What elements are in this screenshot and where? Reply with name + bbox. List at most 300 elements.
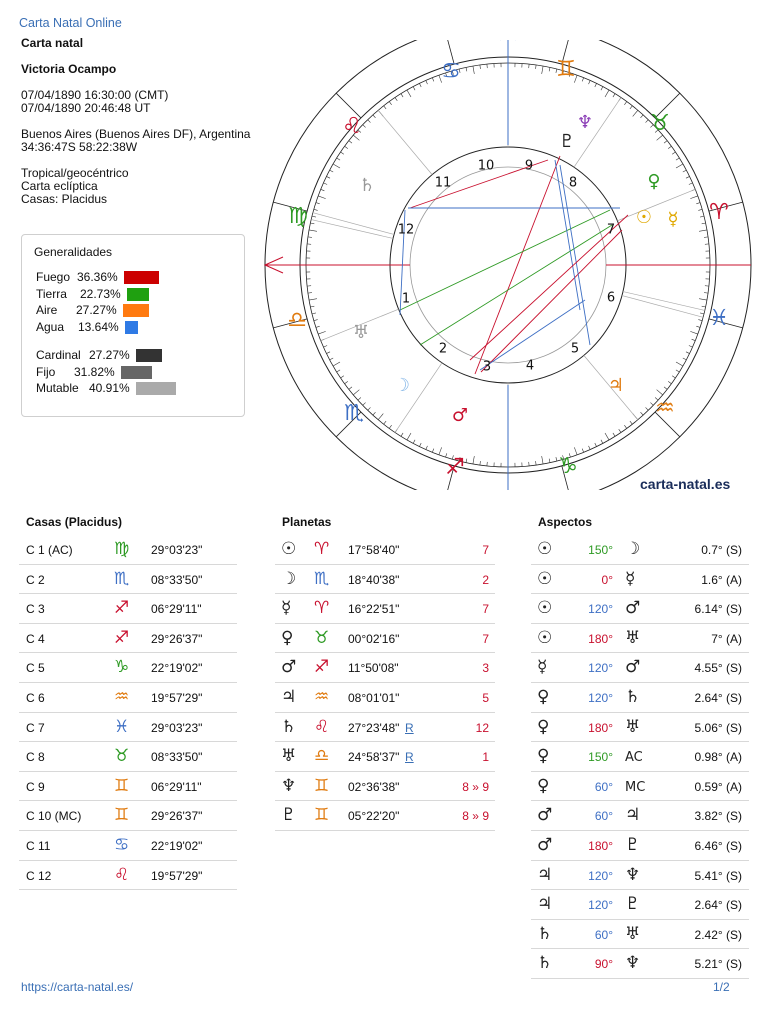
modalities-percent: 40.91% [89, 381, 130, 395]
aspect-orb: 5.41° (S) [694, 868, 742, 883]
degree-tick [330, 170, 334, 172]
degree-tick [613, 94, 615, 97]
house-number: 3 [482, 359, 492, 375]
chart-info [21, 37, 281, 206]
birth-date-local: 07/04/1890 16:30:00 (CMT) [21, 88, 169, 102]
aspect-row [531, 742, 749, 772]
aspect-row [531, 920, 749, 950]
degree-tick [549, 67, 550, 71]
aspect-angle: 120° [588, 898, 613, 913]
zodiac-sign-icon: ♊ [314, 805, 330, 826]
degree-tick [589, 446, 591, 450]
planet-icon: ♄ [358, 175, 376, 196]
degree-tick [582, 78, 583, 82]
house-name: C 7 [26, 720, 45, 735]
aspect-target: ♆ [625, 864, 641, 885]
degree-tick [439, 447, 442, 455]
planets-title: Planetas [282, 515, 332, 529]
degree-tick [473, 456, 474, 464]
modalities-label: Cardinal [36, 348, 81, 362]
aspect-row [531, 949, 749, 979]
aspects-title: Aspectos [538, 515, 593, 529]
elements-label: Agua [36, 319, 65, 334]
degree-tick [432, 449, 433, 453]
elements-label: Fuego [36, 270, 71, 284]
aspect-angle: 150° [588, 543, 613, 557]
planet-row [275, 653, 495, 683]
degree-tick [466, 459, 467, 463]
zodiac-sign-icon: ♎ [314, 746, 330, 767]
elements-label: Tierra [36, 286, 67, 301]
house-position: 29°03'23" [151, 543, 203, 557]
elements-bar [125, 321, 138, 334]
house-position: 06°29'11" [151, 602, 202, 617]
degree-tick [601, 440, 603, 444]
planet-icon: ☉ [635, 207, 653, 228]
degree-tick [668, 381, 671, 383]
aspect-orb: 2.64° (S) [694, 690, 742, 705]
planet-position: 00°02'16" [348, 631, 400, 646]
elements-percent: 22.73% [80, 286, 121, 301]
degree-tick [690, 331, 698, 334]
aspect-row [531, 535, 749, 565]
degree-tick [341, 152, 344, 154]
aspect-row [531, 713, 749, 743]
degree-tick [419, 83, 421, 87]
planet-position: 11°50'08" [348, 661, 399, 676]
modalities-percent: 31.82% [74, 364, 115, 379]
planet-position: 24°58'37" [348, 750, 400, 765]
aspect-orb: 0.7° (S) [701, 543, 742, 557]
degree-tick [384, 106, 386, 109]
planet-house: 5 [482, 690, 489, 705]
house-position: 08°33'50" [151, 750, 203, 765]
degree-tick [619, 429, 621, 432]
zodiac-sign-icon: ♌ [114, 864, 130, 885]
degree-tick [672, 152, 675, 154]
planet-icon: ♃ [607, 375, 625, 396]
planet-house: 1 [482, 750, 489, 765]
zodiac-sign-icon: ♏ [314, 568, 330, 589]
aspect-row [531, 653, 749, 683]
zodiac-sign-icon: ♐ [314, 657, 330, 678]
retrograde-mark[interactable]: R [405, 720, 414, 735]
modalities-label: Mutable [36, 381, 79, 395]
planet-icon: ☉ [281, 539, 297, 559]
planets-table [275, 535, 495, 831]
house-name: C 3 [26, 602, 45, 617]
aspect-target: ♃ [625, 805, 641, 826]
degree-tick [358, 397, 361, 400]
degree-tick [480, 65, 481, 69]
degree-tick [413, 440, 415, 444]
aspect-target: ♅ [625, 923, 641, 944]
house-cusp [378, 110, 432, 174]
degree-tick [312, 216, 316, 217]
degree-tick [605, 90, 609, 97]
site-link[interactable]: Carta Natal Online [19, 16, 122, 30]
planet-row [275, 535, 495, 565]
zodiac-sign-icon: ♒ [114, 686, 130, 707]
aspect-orb: 0.59° (A) [694, 779, 742, 794]
house-number: 7 [606, 222, 616, 238]
planet-row [275, 772, 495, 802]
zodiac-sign-icon: ♍ [288, 204, 308, 229]
degree-tick [668, 146, 671, 148]
degree-tick [345, 146, 348, 148]
planet-house: 7 [482, 602, 489, 617]
degree-tick [401, 94, 403, 97]
house-number: 5 [570, 341, 580, 357]
degree-tick [650, 403, 653, 406]
degree-tick [704, 237, 708, 238]
planet-icon: ♀ [537, 716, 550, 737]
houses-table [19, 535, 237, 890]
aspect-target: ☽ [625, 539, 641, 559]
house-name: C 2 [26, 572, 45, 587]
planet-position: 17°58'40" [348, 543, 400, 557]
degree-tick [689, 183, 693, 185]
aspect-row [531, 801, 749, 831]
aspect-line [420, 225, 612, 345]
planet-icon: ♀ [537, 775, 550, 796]
natal-chart-wheel [264, 40, 752, 490]
zodiac-sign-icon: ♋ [114, 834, 130, 855]
degree-tick [542, 66, 543, 74]
zodiac-sign-icon: ♎ [287, 308, 307, 333]
aspect-orb: 0.98° (A) [694, 750, 742, 765]
house-row [19, 535, 237, 565]
degree-tick [308, 237, 312, 238]
zodiac-sign-icon: ♊ [114, 775, 130, 796]
aspect-target: ♇ [625, 894, 641, 915]
degree-tick [536, 461, 537, 465]
aspect-angle: 180° [588, 631, 613, 646]
aspect-target: ♂ [625, 598, 641, 619]
house-row [19, 713, 237, 743]
elements-bar [124, 271, 159, 284]
degree-tick [549, 459, 550, 463]
house-position: 22°19'02" [151, 838, 203, 853]
zodiac-sign-icon: ♏ [344, 401, 364, 426]
degree-tick [337, 370, 340, 372]
aspect-angle: 120° [588, 661, 613, 676]
aspect-angle: 60° [594, 927, 613, 942]
brand-logo[interactable]: carta-natal.es [640, 476, 731, 492]
aspect-angle: 150° [588, 750, 613, 765]
degree-tick [389, 425, 391, 428]
planet-row [275, 683, 495, 713]
aspect-row [531, 565, 749, 595]
degree-tick [542, 456, 543, 464]
degree-tick [368, 407, 371, 410]
house-number: 4 [525, 358, 535, 374]
house-name: C 4 [26, 631, 45, 646]
planet-icon: ☿ [537, 657, 548, 678]
house-position: 29°26'37" [151, 631, 203, 646]
house-number: 10 [477, 158, 495, 174]
degree-tick [345, 381, 348, 383]
degree-tick [389, 102, 391, 105]
aspect-angle: 180° [588, 720, 613, 735]
house-position: 22°19'02" [151, 661, 203, 676]
planet-position: 05°22'20" [348, 809, 400, 824]
degree-tick [323, 183, 327, 185]
aspect-target: ♅ [625, 627, 641, 648]
degree-tick [426, 446, 428, 450]
planet-icon: ♂ [451, 405, 469, 426]
house-number: 1 [401, 291, 411, 307]
planet-icon: ☿ [281, 598, 292, 619]
degree-tick [704, 293, 708, 294]
planet-house: 7 [482, 631, 489, 646]
elements-row [34, 269, 232, 286]
modalities-row [34, 364, 232, 381]
degree-tick [378, 414, 383, 420]
aspect-orb: 2.64° (S) [694, 898, 742, 913]
aspect-row [531, 861, 749, 891]
modalities-row [34, 347, 232, 364]
degree-tick [630, 421, 632, 424]
aspect-target: ☿ [625, 568, 636, 589]
generalities-box [21, 234, 245, 417]
degree-tick [689, 346, 693, 348]
house-number: 9 [524, 158, 534, 174]
planet-icon: ☉ [537, 627, 553, 648]
degree-tick [321, 189, 325, 190]
degree-tick [373, 412, 376, 415]
degree-tick [419, 443, 421, 447]
planet-position: 27°23'48" [348, 720, 400, 735]
planet-icon: ♂ [281, 657, 297, 678]
zodiac-sign-icon: ♉ [114, 746, 130, 767]
aspect-orb: 6.14° (S) [694, 602, 742, 617]
house-number: 6 [606, 290, 616, 306]
zodiac-sign-icon: ♊ [314, 775, 330, 796]
planet-icon: ♇ [281, 805, 297, 826]
aspect-row [531, 831, 749, 861]
aspect-orb: 4.55° (S) [694, 661, 742, 676]
degree-tick [536, 65, 537, 69]
planet-icon: ♀ [537, 686, 550, 707]
house-system: Casas: Placidus [21, 192, 108, 206]
degree-tick [696, 203, 700, 204]
house-row [19, 772, 237, 802]
degree-tick [318, 331, 326, 334]
chart-type: Carta eclíptica [21, 179, 98, 193]
degree-tick [314, 209, 318, 210]
aspect-angle: 0° [601, 572, 613, 587]
degree-tick [384, 421, 386, 424]
degree-tick [633, 110, 638, 116]
degree-tick [696, 326, 700, 327]
planet-icon: ☉ [537, 598, 553, 619]
planet-icon: ♂ [537, 805, 553, 826]
degree-tick [630, 106, 632, 109]
degree-tick [316, 326, 320, 327]
house-name: C 8 [26, 750, 45, 765]
degree-tick [349, 387, 352, 389]
house-row [19, 861, 237, 891]
modalities-bar [136, 382, 176, 395]
degree-tick [309, 230, 317, 231]
planet-row [275, 713, 495, 743]
planet-position: 08°01'01" [348, 690, 400, 705]
aspect-orb: 6.46° (S) [694, 838, 742, 853]
retrograde-mark[interactable]: R [405, 750, 414, 765]
aspect-orb: 5.06° (S) [694, 720, 742, 735]
aspect-row [531, 624, 749, 654]
planet-icon: ♀ [281, 627, 294, 648]
planet-row [275, 624, 495, 654]
house-number: 12 [397, 222, 415, 238]
degree-tick [407, 433, 411, 440]
degree-tick [349, 141, 352, 143]
planet-row [275, 742, 495, 772]
page-number: 1/2 [713, 980, 730, 994]
house-position: 29°03'23" [151, 720, 203, 735]
birth-coords: 34:36:47S 58:22:38W [21, 140, 138, 154]
planet-row [275, 801, 495, 831]
planet-icon: ♄ [537, 923, 553, 944]
house-cusp [313, 213, 394, 235]
degree-tick [308, 293, 312, 294]
degree-tick [589, 80, 591, 84]
modalities-row [34, 380, 232, 397]
planet-icon: ♅ [352, 322, 370, 343]
degree-tick [698, 209, 702, 210]
degree-tick [690, 196, 698, 199]
birth-place: Buenos Aires (Buenos Aires DF), Argentina [21, 127, 251, 141]
degree-tick [700, 216, 704, 217]
degree-tick [316, 203, 320, 204]
degree-tick [326, 176, 330, 178]
house-row [19, 565, 237, 595]
modalities-label: Fijo [36, 364, 56, 379]
degree-tick [683, 358, 687, 360]
degree-tick [686, 176, 690, 178]
degree-tick [605, 433, 609, 440]
house-position: 19°57'29" [151, 690, 203, 705]
footer-link[interactable]: https://carta-natal.es/ [21, 980, 134, 994]
planet-icon: ♆ [281, 775, 297, 796]
aspect-target: ♂ [625, 657, 641, 678]
wheel-house-ring [390, 147, 626, 383]
house-name: C 6 [26, 690, 45, 705]
house-position: 29°26'37" [151, 809, 203, 824]
planet-house: 8 » 9 [462, 779, 489, 794]
degree-tick [341, 376, 344, 378]
elements-bar [127, 288, 149, 301]
zodiac-sign-icon: ♐ [114, 627, 130, 648]
degree-tick [556, 457, 557, 461]
degree-tick [466, 67, 467, 71]
degree-tick [326, 352, 330, 354]
planet-icon: ☽ [281, 568, 297, 589]
degree-tick [373, 115, 376, 118]
zodiac-sign-icon: ♍ [114, 539, 130, 559]
planet-icon: ☿ [667, 209, 679, 230]
degree-tick [337, 158, 340, 160]
planet-house: 2 [482, 572, 489, 587]
degree-tick [407, 90, 411, 97]
degree-tick [353, 390, 359, 395]
aspect-target: ♅ [625, 716, 641, 737]
aspect-angle: 60° [594, 779, 613, 794]
aspect-row [531, 772, 749, 802]
degree-tick [672, 376, 675, 378]
zodiac-sign-icon: ♑ [114, 657, 130, 678]
degree-tick [702, 223, 706, 224]
planet-icon: ♄ [281, 716, 297, 737]
degree-tick [613, 433, 615, 436]
zodiac-sign-icon: ♒ [655, 396, 675, 421]
elements-row [34, 302, 232, 319]
degree-tick [646, 120, 649, 123]
zodiac-sign-icon: ♏ [114, 568, 130, 589]
degree-tick [333, 164, 340, 168]
aspect-line [470, 215, 628, 360]
planet-icon: ♅ [281, 746, 297, 767]
zodiac-sign-icon: ♓ [709, 306, 729, 331]
degree-tick [368, 120, 371, 123]
degree-tick [401, 433, 403, 436]
elements-bar [123, 304, 149, 317]
house-row [19, 594, 237, 624]
planet-icon: ☽ [393, 375, 411, 396]
aspect-row [531, 683, 749, 713]
degree-tick [702, 306, 706, 307]
planet-row [275, 594, 495, 624]
degree-tick [314, 320, 318, 321]
degree-tick [318, 196, 326, 199]
zodiac-sign-icon: ♈ [709, 200, 729, 225]
zodiac-sign-icon: ♐ [445, 455, 465, 480]
planet-icon: ♆ [576, 112, 594, 133]
planet-icon: ♃ [537, 894, 553, 915]
aspects-table [531, 535, 749, 979]
degree-tick [395, 98, 397, 101]
house-row [19, 683, 237, 713]
elements-label: Aire [36, 303, 58, 317]
aspect-orb: 7° (A) [711, 631, 742, 646]
degree-tick [309, 299, 317, 300]
elements-percent: 27.27% [76, 303, 117, 317]
degree-tick [601, 87, 603, 91]
planet-position: 18°40'38" [348, 572, 400, 587]
planet-icon: ♀ [647, 171, 661, 192]
zodiac-sign-icon: ♈ [314, 539, 330, 559]
zodiac-sign-icon: ♉ [650, 111, 670, 136]
planet-position: 02°36'38" [348, 779, 400, 794]
degree-tick [330, 358, 334, 360]
zodiac-sign-icon: ♒ [314, 686, 330, 707]
aspect-angle: 120° [588, 868, 613, 883]
aspect-angle: 60° [594, 809, 613, 824]
house-row [19, 831, 237, 861]
zodiac-sign-icon: ♊ [556, 57, 576, 82]
house-number: 8 [568, 175, 578, 191]
house-number: 2 [438, 341, 448, 357]
zodiac-sign-icon: ♓ [114, 716, 130, 737]
degree-tick [699, 230, 707, 231]
degree-tick [676, 158, 679, 160]
aspect-target: ♆ [625, 953, 641, 974]
aspect-target: ♄ [625, 686, 641, 707]
degree-tick [698, 320, 702, 321]
degree-tick [582, 449, 583, 453]
degree-tick [595, 443, 597, 447]
